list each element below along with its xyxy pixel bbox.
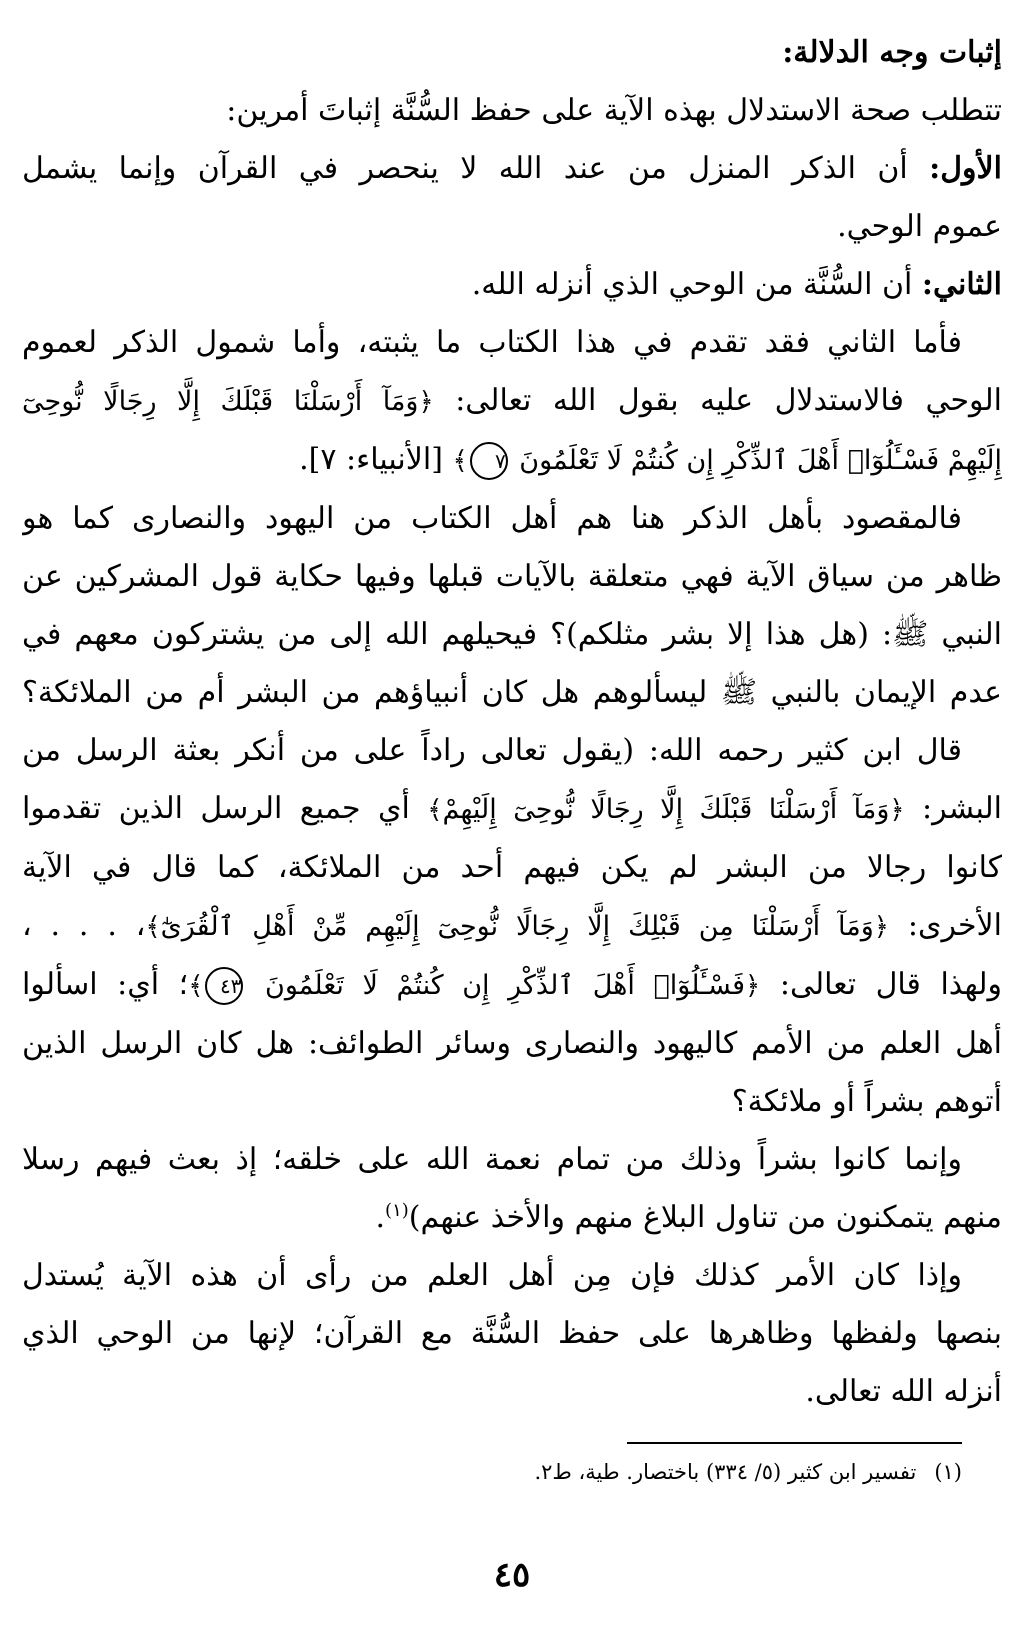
quran-open-bracket: ﴿ — [873, 912, 889, 942]
paragraph-e-line-2: بنصها ولفظها وظاهرها على حفظ السُّنَّة مع القرآن؛ لإنها من الوحي الذي — [22, 1316, 1002, 1351]
second-point-label: الثاني: — [921, 267, 1002, 302]
footnote-reference[interactable]: (١) — [385, 1200, 409, 1221]
paragraph-a-text: الوحي فالاستدلال عليه بقول الله تعالى: — [455, 383, 1002, 418]
section-heading: إثبات وجه الدلالة: — [782, 35, 1002, 70]
paragraph-c-text-4b: ، . . . ، — [22, 908, 146, 943]
first-point-line-2: عموم الوحي. — [837, 209, 1002, 244]
quran-verse-1: وَمَآ أَرْسَلْنَا قَبْلَكَ إِلَّا رِجَالًا نُّوحِىٓ إِلَيْهِمْ — [442, 794, 890, 825]
quran-open-bracket: ﴿ — [745, 971, 761, 1001]
paragraph-c-line-4 — [22, 897, 1002, 956]
first-point-label: الأول: — [929, 151, 1002, 186]
quran-close-bracket: ﴾ — [452, 446, 468, 476]
footnote-divider — [627, 1442, 962, 1444]
quran-verse-2: وَمَآ أَرْسَلْنَا مِن قَبْلِكَ إِلَّا رِجَالًا نُّوحِىٓ إِلَيْهِم مِّنْ أَهْلِ ٱلْقُرَىٰٓ — [160, 911, 874, 942]
paragraph-c-line-5 — [22, 956, 1002, 1015]
paragraph-e-line-3: أنزله الله تعالى. — [805, 1374, 1002, 1409]
paragraph-c-text-5a: ولهذا قال تعالى: — [779, 967, 1002, 1002]
paragraph-c-line-1: قال ابن كثير رحمه الله: (يقول تعالى راداً على من أنكر بعثة الرسل من — [22, 733, 962, 768]
footnote-text: تفسير ابن كثير (٥/ ٣٣٤) باختصار. طية، ط٢. — [534, 1460, 917, 1484]
ayah-number-marker: ٧ — [470, 442, 508, 480]
quran-close-bracket: ﴾ — [145, 912, 161, 942]
footnote-number: (١) — [934, 1460, 962, 1484]
quran-close-bracket: ﴾ — [427, 795, 443, 825]
paragraph-a-line-1: فأما الثاني فقد تقدم في هذا الكتاب ما يثبته، وأما شمول الذكر لعموم — [22, 325, 962, 360]
footnote — [534, 1455, 962, 1489]
paragraph-b-line-2: ظاهر من سياق الآية فهي متعلقة بالآيات قبلها وفيها حكاية قول المشركين عن — [22, 559, 1002, 594]
page-number: ٤٥ — [493, 1555, 531, 1595]
quran-verse-part-2: إِلَيْهِمْ فَسْـَٔلُوٓا۟ أَهْلَ ٱلذِّكْرِ إِن كُنتُمْ لَا تَعْلَمُونَ — [519, 445, 1002, 476]
paragraph-c-text-2a: البشر: — [922, 791, 1002, 826]
quran-close-bracket: ﴾ — [188, 971, 204, 1001]
quran-verse-3: فَسْـَٔلُوٓا۟ أَهْلَ ٱلذِّكْرِ إِن كُنتُمْ لَا تَعْلَمُونَ — [265, 970, 746, 1001]
paragraph-d-text: منهم يتمكنون من تناول البلاغ منهم والأخذ عنهم) — [408, 1200, 1002, 1235]
paragraph-a-line-3 — [22, 431, 1002, 490]
paragraph-b-line-3: النبي ﷺ: (هل هذا إلا بشر مثلكم)؟ فيحيلهم الله إلى من يشتركون معهم في — [22, 617, 1002, 652]
paragraph-c-text-4a: الأخرى: — [907, 908, 1002, 943]
paragraph-c-line-2 — [22, 780, 1002, 839]
paragraph-c-text-2b: أي جميع الرسل الذين تقدموا — [22, 791, 410, 826]
quran-verse-part-1: وَمَآ أَرْسَلْنَا قَبْلَكَ إِلَّا رِجَالًا نُّوحِىٓ — [22, 386, 419, 417]
second-point-text: أن السُّنَّة من الوحي الذي أنزله الله. — [471, 267, 913, 302]
surah-citation: [الأنبياء: ٧]. — [299, 442, 443, 477]
intro-line: تتطلب صحة الاستدلال بهذه الآية على حفظ السُّنَّة إثباتَ أمرين: — [226, 93, 1002, 128]
paragraph-d-line-1: وإنما كانوا بشراً وذلك من تمام نعمة الله على خلقه؛ إذ بعث فيهم رسلا — [22, 1142, 962, 1177]
paragraph-d-line-2 — [22, 1189, 1002, 1247]
first-point-line-1 — [22, 140, 1002, 198]
paragraph-d-end: . — [375, 1200, 386, 1235]
paragraph-c-text-5b: ؛ أي: اسألوا — [22, 967, 189, 1002]
second-point-line — [22, 256, 1002, 314]
ayah-number-marker: ٤٣ — [205, 967, 243, 1005]
first-point-text: أن الذكر المنزل من عند الله لا ينحصر في القرآن وإنما يشمل — [22, 151, 908, 186]
paragraph-a-line-2 — [22, 372, 1002, 431]
page-body — [22, 24, 1002, 1421]
paragraph-c-line-3: كانوا رجالا من البشر لم يكن فيهم أحد من الملائكة، كما قال في الآية — [22, 850, 1002, 885]
quran-open-bracket: ﴿ — [418, 387, 434, 417]
quran-open-bracket: ﴿ — [889, 795, 905, 825]
paragraph-c-line-7: أتوهم بشراً أو ملائكة؟ — [731, 1084, 1002, 1119]
paragraph-b-line-4: عدم الإيمان بالنبي ﷺ ليسألوهم هل كان أنبياؤهم من البشر أم من الملائكة؟ — [22, 675, 1002, 710]
paragraph-c-line-6: أهل العلم من الأمم كاليهود والنصارى وسائر الطوائف: هل كان الرسل الذين — [22, 1026, 1002, 1061]
paragraph-b-line-1: فالمقصود بأهل الذكر هنا هم أهل الكتاب من اليهود والنصارى كما هو — [22, 501, 962, 536]
paragraph-e-line-1: وإذا كان الأمر كذلك فإن مِن أهل العلم من رأى أن هذه الآية يُستدل — [22, 1258, 962, 1293]
